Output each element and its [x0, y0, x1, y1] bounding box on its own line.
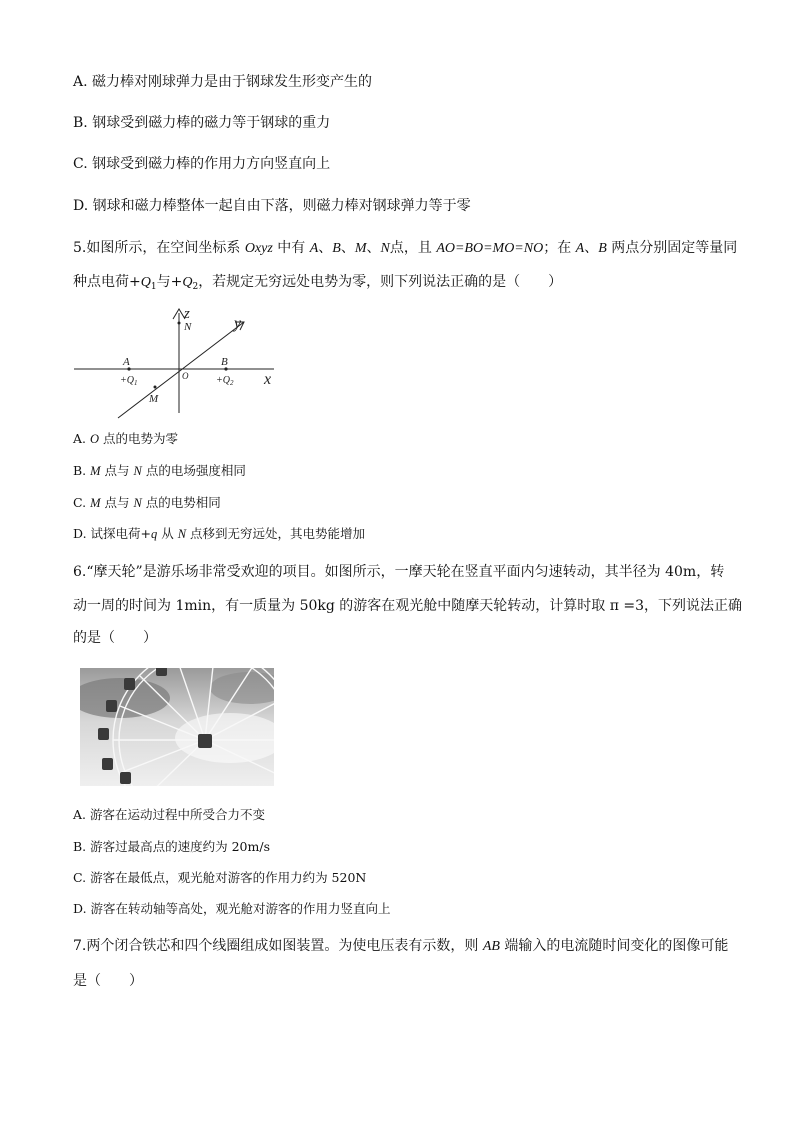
q5-subscript: 2: [192, 282, 199, 292]
q5-var: A: [309, 241, 319, 256]
q6-option-a: A. 游客在运动过程中所受合力不变: [73, 807, 265, 822]
q4-option-d: D. 钢球和磁力棒整体一起自由下落，则磁力棒对钢球弹力等于零: [73, 198, 471, 214]
q7-var: AB: [482, 939, 500, 954]
q5-var: Oxyz: [244, 241, 273, 256]
label-a: A: [123, 356, 130, 368]
q5-text: 与+: [156, 274, 183, 290]
q6-option-d: D. 游客在转动轴等高处，观光舱对游客的作用力竖直向上: [73, 901, 391, 916]
q5-subscript: 1: [150, 282, 157, 292]
q5-var: A: [575, 241, 585, 256]
q5-text: 点与: [100, 495, 134, 510]
q5-text: 两点分别固定等量同: [606, 240, 738, 256]
label-y: y: [234, 315, 242, 332]
q5-var: N: [133, 496, 142, 510]
q5-text: 点移到无穷远处，其电势能增加: [186, 526, 366, 541]
q5-text: 、: [340, 240, 355, 256]
label-q1: $+Q_1$: [120, 375, 138, 387]
q5-var: O: [89, 432, 100, 446]
q5-text: 点与: [100, 463, 134, 478]
q5-option-b: [73, 461, 246, 481]
q7-stem-line-1: [73, 936, 728, 957]
q6-stem-line-2: 动一周的时间为 1min，有一质量为 50kg 的游客在观光舱中随摩天轮转动，计算时取 π =3，下列说法正确: [73, 598, 743, 614]
label-b: B: [221, 356, 228, 368]
q5-text: 、: [366, 240, 381, 256]
q5-text: 种点电荷+: [73, 274, 141, 290]
q5-var: B: [332, 241, 341, 256]
q5-stem-line-2: [73, 272, 562, 297]
label-q2: $+Q_2$: [216, 375, 234, 387]
q5-var: AO=BO=MO=NO: [436, 241, 544, 256]
q5-text: 点的电场强度相同: [141, 463, 246, 478]
q5-text: ，若规定无穷远处电势为零，则下列说法正确的是（ ）: [198, 274, 563, 290]
label-z: z: [184, 306, 190, 322]
label-n: N: [184, 321, 192, 333]
q5-option-c: [73, 493, 221, 513]
coordinate-system-figure: [74, 305, 284, 420]
q4-option-c: C. 钢球受到磁力棒的作用力方向竖直向上: [73, 156, 331, 172]
q7-stem-line-2: 是（ ）: [73, 973, 143, 989]
q5-var: Q: [182, 275, 193, 290]
q5-text: A.: [73, 431, 90, 446]
q6-stem-line-1: 6.“摩天轮”是游乐场非常受欢迎的项目。如图所示，一摩天轮在竖直平面内匀速转动，其半径为 40m，转: [73, 564, 725, 580]
q5-var: q: [151, 527, 158, 541]
q6-option-c: C. 游客在最低点，观光舱对游客的作用力约为 520N: [73, 870, 367, 885]
q5-var: M: [90, 496, 101, 510]
q6-option-b: B. 游客过最高点的速度约为 20m/s: [73, 839, 270, 854]
q5-text: B.: [73, 463, 91, 478]
q5-var: Q: [140, 275, 151, 290]
q5-text: D. 试探电荷+: [73, 526, 151, 541]
q5-text: 点，且: [389, 240, 437, 256]
q6-stem-line-3: 的是（ ）: [73, 630, 157, 646]
q5-text: 、: [584, 240, 599, 256]
label-m: M: [149, 393, 159, 405]
q5-option-d: [73, 524, 365, 544]
point-n: [178, 322, 181, 325]
q4-option-b: B. 钢球受到磁力棒的磁力等于钢球的重力: [73, 115, 331, 131]
q5-text: ；在: [543, 240, 576, 256]
q5-text: 、: [318, 240, 333, 256]
label-o: O: [182, 371, 189, 381]
q5-text: 从: [157, 526, 178, 541]
q5-option-a: [73, 429, 178, 449]
q5-text: 点的电势相同: [141, 495, 221, 510]
label-x: x: [264, 371, 272, 388]
ferris-wheel-image: [80, 668, 274, 786]
q5-text: 中有: [272, 240, 310, 256]
ferris-wheel-photo: [80, 668, 274, 786]
q5-stem-line-1: [73, 238, 737, 259]
q5-text: 点的电势为零: [99, 431, 178, 446]
q4-option-a: A. 磁力棒对刚球弹力是由于钢球发生形变产生的: [73, 74, 373, 90]
q5-var: B: [598, 241, 607, 256]
q5-var: N: [133, 464, 142, 478]
q7-text: 7.两个闭合铁芯和四个线圈组成如图装置。为使电压表有示数，则: [73, 938, 483, 954]
q5-var: N: [380, 241, 390, 256]
q5-text: C.: [73, 495, 91, 510]
q5-var: M: [90, 464, 101, 478]
point-m: [154, 386, 157, 389]
q5-var: N: [177, 527, 187, 541]
q7-text: 端输入的电流随时间变化的图像可能: [499, 938, 729, 954]
q5-text: 5.如图所示，在空间坐标系: [73, 240, 245, 256]
q5-var: M: [354, 241, 367, 256]
